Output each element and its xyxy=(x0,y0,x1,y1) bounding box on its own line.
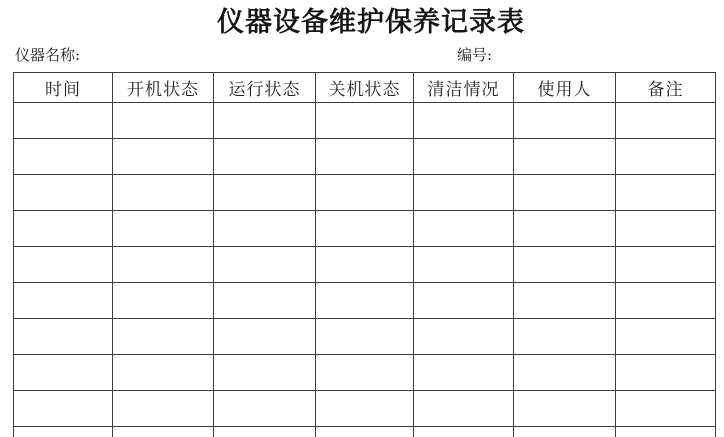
table-cell[interactable] xyxy=(316,103,414,139)
table-cell[interactable] xyxy=(616,175,716,211)
table-cell[interactable] xyxy=(316,247,414,283)
table-cell[interactable] xyxy=(214,427,316,437)
table-cell[interactable] xyxy=(14,103,113,139)
table-cell[interactable] xyxy=(14,247,113,283)
table-cell[interactable] xyxy=(113,427,214,437)
table-cell[interactable] xyxy=(316,139,414,175)
table-row xyxy=(14,103,716,139)
table-cell[interactable] xyxy=(113,283,214,319)
page-title: 仪器设备维护保养记录表 xyxy=(217,7,525,38)
table-row xyxy=(14,427,716,437)
table-cell[interactable] xyxy=(214,283,316,319)
table-cell[interactable] xyxy=(616,283,716,319)
table-row xyxy=(14,319,716,355)
maintenance-record-table xyxy=(13,72,716,437)
table-row xyxy=(14,175,716,211)
table-row xyxy=(14,247,716,283)
table-cell[interactable] xyxy=(14,391,113,427)
table-cell[interactable] xyxy=(414,103,514,139)
table-cell[interactable] xyxy=(514,247,616,283)
table-cell[interactable] xyxy=(214,247,316,283)
number-field[interactable] xyxy=(505,46,705,65)
table-cell[interactable] xyxy=(414,283,514,319)
table-cell[interactable] xyxy=(113,319,214,355)
table-cell[interactable] xyxy=(316,319,414,355)
table-cell[interactable] xyxy=(616,247,716,283)
column-header-shutdown-status: 关机状态 xyxy=(316,73,414,103)
instrument-name-label: 仪器名称: xyxy=(15,46,81,64)
table-cell[interactable] xyxy=(316,355,414,391)
table-cell[interactable] xyxy=(113,247,214,283)
table-cell[interactable] xyxy=(316,175,414,211)
table-header-row xyxy=(14,73,716,103)
column-header-startup-status: 开机状态 xyxy=(113,73,214,103)
table-cell[interactable] xyxy=(616,103,716,139)
number-label: 编号: xyxy=(457,46,493,64)
table-cell[interactable] xyxy=(14,139,113,175)
table-cell[interactable] xyxy=(14,355,113,391)
table-cell[interactable] xyxy=(616,355,716,391)
table-cell[interactable] xyxy=(316,283,414,319)
table-cell[interactable] xyxy=(14,175,113,211)
table-row xyxy=(14,139,716,175)
table-row xyxy=(14,283,716,319)
table-cell[interactable] xyxy=(113,139,214,175)
table-cell[interactable] xyxy=(514,355,616,391)
table-row xyxy=(14,391,716,427)
table-cell[interactable] xyxy=(214,103,316,139)
table-cell[interactable] xyxy=(514,427,616,437)
column-header-remarks: 备注 xyxy=(616,73,716,103)
column-header-user: 使用人 xyxy=(514,73,616,103)
table-cell[interactable] xyxy=(414,391,514,427)
table-cell[interactable] xyxy=(214,175,316,211)
table-cell[interactable] xyxy=(14,427,113,437)
table-cell[interactable] xyxy=(14,319,113,355)
table-cell[interactable] xyxy=(214,391,316,427)
table-cell[interactable] xyxy=(414,319,514,355)
table-cell[interactable] xyxy=(514,319,616,355)
table-cell[interactable] xyxy=(616,139,716,175)
instrument-name-field[interactable] xyxy=(90,46,370,65)
table-cell[interactable] xyxy=(414,427,514,437)
column-header-cleaning-status: 清洁情况 xyxy=(414,73,514,103)
table-cell[interactable] xyxy=(514,211,616,247)
table-cell[interactable] xyxy=(514,391,616,427)
table-cell[interactable] xyxy=(514,283,616,319)
table-cell[interactable] xyxy=(316,211,414,247)
table-cell[interactable] xyxy=(414,355,514,391)
table-cell[interactable] xyxy=(113,211,214,247)
table-body xyxy=(14,103,716,437)
table-cell[interactable] xyxy=(113,175,214,211)
table-row xyxy=(14,211,716,247)
table-cell[interactable] xyxy=(14,211,113,247)
table-cell[interactable] xyxy=(214,139,316,175)
table-cell[interactable] xyxy=(514,175,616,211)
table-cell[interactable] xyxy=(414,211,514,247)
table-header xyxy=(14,73,716,103)
table-cell[interactable] xyxy=(113,391,214,427)
table-row xyxy=(14,355,716,391)
table-cell[interactable] xyxy=(616,319,716,355)
table-cell[interactable] xyxy=(414,175,514,211)
table-cell[interactable] xyxy=(514,103,616,139)
table-cell[interactable] xyxy=(414,247,514,283)
table-cell[interactable] xyxy=(214,355,316,391)
meta-row xyxy=(0,46,724,65)
table-cell[interactable] xyxy=(414,139,514,175)
table-cell[interactable] xyxy=(616,391,716,427)
table-cell[interactable] xyxy=(14,283,113,319)
table-cell[interactable] xyxy=(616,427,716,437)
table-cell[interactable] xyxy=(214,211,316,247)
table-cell[interactable] xyxy=(616,211,716,247)
table-cell[interactable] xyxy=(316,391,414,427)
table-cell[interactable] xyxy=(113,103,214,139)
table-cell[interactable] xyxy=(316,427,414,437)
column-header-running-status: 运行状态 xyxy=(214,73,316,103)
table-cell[interactable] xyxy=(113,355,214,391)
table-cell[interactable] xyxy=(514,139,616,175)
column-header-time: 时间 xyxy=(14,73,113,103)
table-cell[interactable] xyxy=(214,319,316,355)
